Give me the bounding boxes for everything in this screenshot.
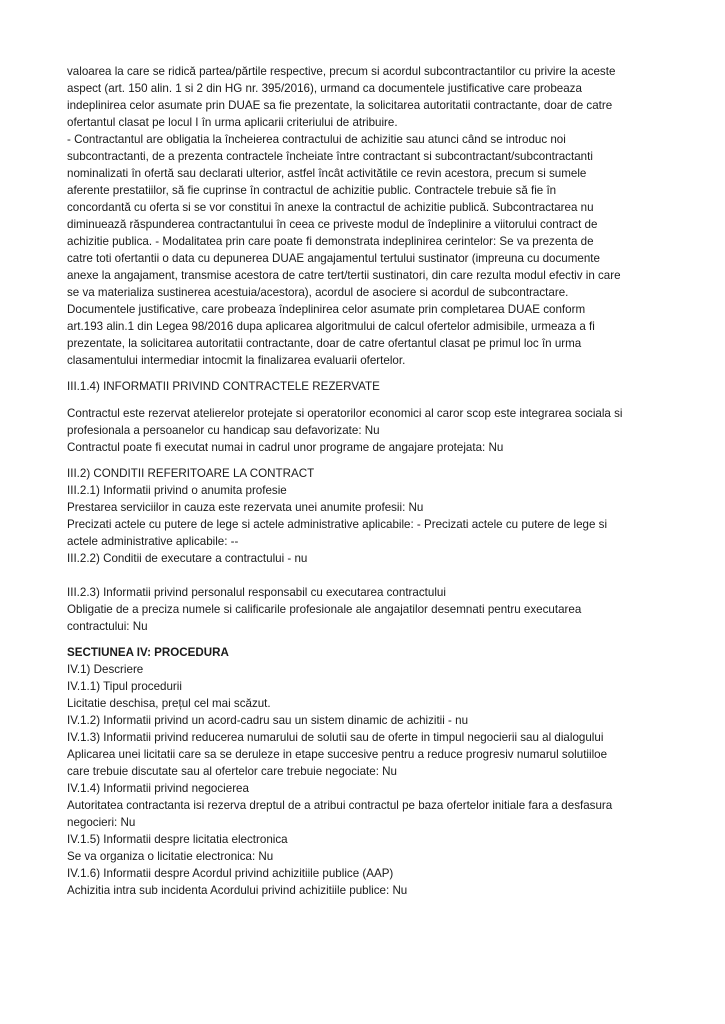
text-line: III.2.3) Informatii privind personalul responsabil cu executarea contractului bbox=[67, 586, 446, 599]
reserved-contracts-block bbox=[67, 405, 663, 456]
text-line: III.2.1) Informatii privind o anumita profesie bbox=[67, 484, 287, 497]
text-line: care trebuie discutate sau al ofertelor care trebuie negociate: Nu bbox=[67, 765, 397, 778]
personnel-block bbox=[67, 584, 663, 635]
text-line: catre toti ofertantii o data cu depunerea DUAE angajamentul tertului sustinator (impreuna cu documente bbox=[67, 252, 600, 265]
contract-conditions-block bbox=[67, 465, 663, 567]
text-line: Licitatie deschisa, prețul cel mai scăzut. bbox=[67, 697, 271, 710]
text-line: se va materializa sustinerea acestuia/acestora), acordul de asociere si acordul de subcontractare. bbox=[67, 286, 569, 299]
text-line: Precizati actele cu putere de lege si actele administrative aplicabile: - Precizati actele cu putere de lege si bbox=[67, 518, 608, 531]
text-line: actele administrative aplicabile: -- bbox=[67, 535, 239, 548]
subcontracting-paragraph bbox=[67, 63, 663, 369]
text-line: concordantă cu oferta si se vor constitui în anexe la contractul de achizitie publică. Subcontractarea nu bbox=[67, 201, 594, 214]
text-line: anexe la angajament, transmise acestora de catre tert/tertii sustinatori, din care rezulta modul efectiv in care bbox=[67, 269, 621, 282]
text-line: Obligatie de a preciza numele si calificarile profesionale ale angajatilor desemnati pentru executarea bbox=[67, 603, 582, 616]
text-line: negocieri: Nu bbox=[67, 816, 136, 829]
text-line: art.193 alin.1 din Legea 98/2016 dupa aplicarea algoritmului de calcul ofertelor admisibile, urmeaza a fi bbox=[67, 320, 595, 333]
text-line: IV.1) Descriere bbox=[67, 663, 144, 676]
text-line: IV.1.4) Informatii privind negocierea bbox=[67, 782, 249, 795]
text-line: ofertantul clasat pe locul I în urma aplicarii criteriului de atribuire. bbox=[67, 116, 398, 129]
text-line: IV.1.3) Informatii privind reducerea numarului de solutii sau de oferte in timpul negocierii sau al dialogului bbox=[67, 731, 604, 744]
text-line: IV.1.1) Tipul procedurii bbox=[67, 680, 182, 693]
text-line: Contractul poate fi executat numai in cadrul unor programe de angajare protejata: Nu bbox=[67, 441, 504, 454]
text-line: subcontractanti, de a prezenta contractele încheiate între contractant si subcontractant/subcontractanti bbox=[67, 150, 593, 163]
text-line: valoarea la care se ridică partea/părtile respective, precum si acordul subcontractantilor cu privire la aceste bbox=[67, 65, 616, 78]
section-heading-contract-conditions: III.2) CONDITII REFERITOARE LA CONTRACT bbox=[67, 467, 315, 480]
document-content bbox=[67, 63, 663, 899]
text-line: indeplinirea celor asumate prin DUAE sa fie prezentate, la solicitarea autoritatii contractante, doar de catre bbox=[67, 99, 613, 112]
procedure-block bbox=[67, 661, 663, 899]
text-line: aferente prestatiilor, să fie cuprinse în contractul de achizitie public. Contractele trebuie să fie în bbox=[67, 184, 557, 197]
text-line: prezentate, la solicitarea autoritatii contractante, doar de catre ofertantul clasat pe primul loc în urma bbox=[67, 337, 582, 350]
text-line: Autoritatea contractanta isi rezerva dreptul de a atribui contractul pe baza ofertelor initiale fara a desfasura bbox=[67, 799, 613, 812]
text-line: aspect (art. 150 alin. 1 si 2 din HG nr. 395/2016), urmand ca documentele justificative care probeaza bbox=[67, 82, 582, 95]
text-line: Achizitia intra sub incidenta Acordului privind achizitiile publice: Nu bbox=[67, 884, 408, 897]
section-heading-reserved-contracts: III.1.4) INFORMATII PRIVIND CONTRACTELE REZERVATE bbox=[67, 380, 380, 393]
text-line: Contractul este rezervat atelierelor protejate si operatorilor economici al caror scop este integrarea sociala si bbox=[67, 407, 623, 420]
text-line: Documentele justificative, care probeaza îndeplinirea celor asumate prin completarea DUAE conform bbox=[67, 303, 586, 316]
text-line: IV.1.6) Informatii despre Acordul privind achizitiile publice (AAP) bbox=[67, 867, 394, 880]
text-line: achizitie publica. - Modalitatea prin care poate fi demonstrata indeplinirea cerintelor: Se va prezenta de bbox=[67, 235, 594, 248]
text-line: diminuează răspunderea contractantului în ceea ce priveste modul de îndeplinire a viitorului contract de bbox=[67, 218, 598, 231]
text-line: Aplicarea unei licitatii care sa se deruleze in etape succesive pentru a reduce progresiv numarul solutiiloe bbox=[67, 748, 608, 761]
text-line: nominalizati în ofertă sau declarati ulterior, astfel încât activitătile ce revin acestora, precum si sumele bbox=[67, 167, 587, 180]
section-heading-procedure: SECTIUNEA IV: PROCEDURA bbox=[67, 646, 229, 659]
text-line: clasamentului intermediar intocmit la finalizarea evaluarii ofertelor. bbox=[67, 354, 406, 367]
text-line: Prestarea serviciilor in cauza este rezervata unei anumite profesii: Nu bbox=[67, 501, 424, 514]
text-line: Se va organiza o licitatie electronica: Nu bbox=[67, 850, 274, 863]
text-line: III.2.2) Conditii de executare a contractului - nu bbox=[67, 552, 308, 565]
text-line: IV.1.2) Informatii privind un acord-cadru sau un sistem dinamic de achizitii - nu bbox=[67, 714, 469, 727]
text-line: - Contractantul are obligatia la încheierea contractului de achizitie sau atunci când se introduc noi bbox=[67, 133, 566, 146]
text-line: contractului: Nu bbox=[67, 620, 148, 633]
text-line: IV.1.5) Informatii despre licitatia electronica bbox=[67, 833, 288, 846]
text-line: profesionala a persoanelor cu handicap sau defavorizate: Nu bbox=[67, 424, 380, 437]
